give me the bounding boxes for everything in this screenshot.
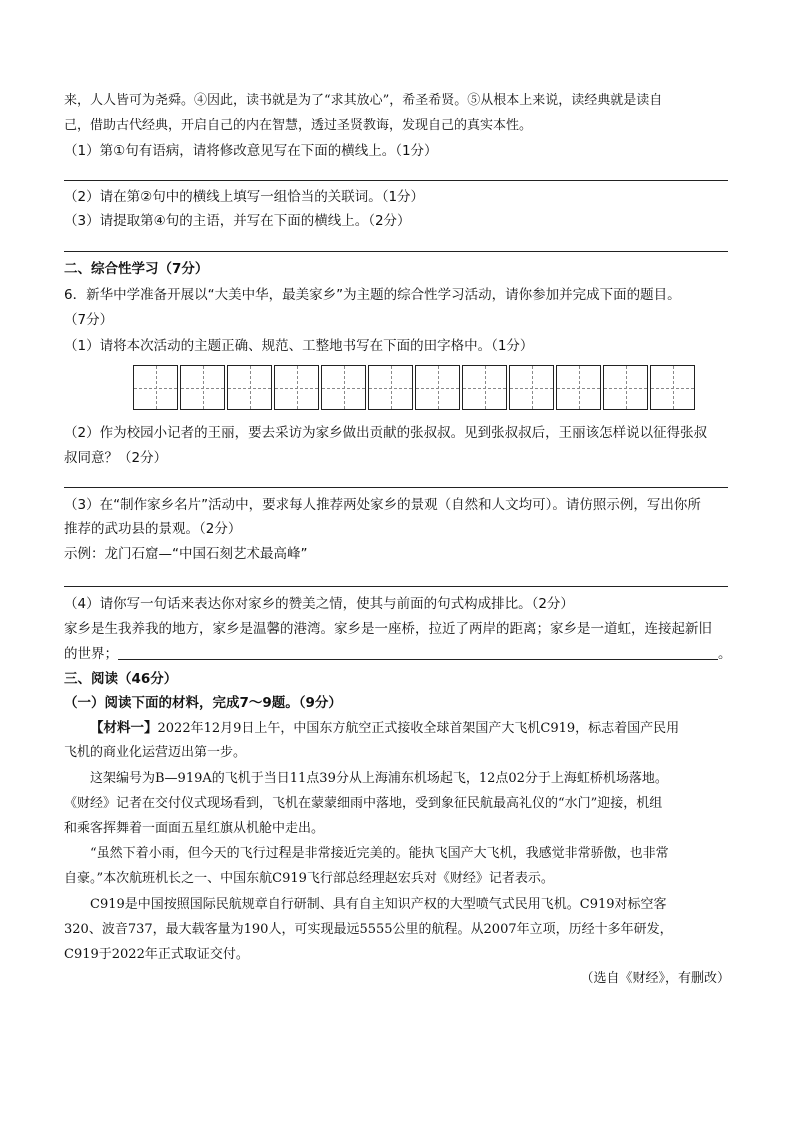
question-6-3-cont: 推荐的武功县的景观。（2分） [64, 521, 242, 537]
grid-cell[interactable] [556, 365, 601, 410]
grid-cell[interactable] [415, 365, 460, 410]
fill-blank[interactable] [118, 645, 718, 660]
grid-cell[interactable] [509, 365, 554, 410]
question-6-4-sentence: 家乡是生我养我的地方，家乡是温馨的港湾。家乡是一座桥，拉近了两岸的距离；家乡是一道虹，连接起新旧 [64, 621, 712, 637]
grid-cell[interactable] [603, 365, 648, 410]
grid-cell[interactable] [321, 365, 366, 410]
question-5-1: （1）第①句有语病，请将修改意见写在下面的横线上。（1分） [64, 143, 438, 159]
grid-cell[interactable] [274, 365, 319, 410]
grid-cell[interactable] [368, 365, 413, 410]
question-6-3: （3）在“制作家乡名片”活动中，要求每人推荐两处家乡的景观（自然和人文均可）。请仿照示例，写出你所 [64, 497, 701, 513]
grid-cell[interactable] [180, 365, 225, 410]
material-1-tag: 【材料一】 [90, 720, 158, 736]
question-6-1: （1）请将本次活动的主题正确、规范、工整地书写在下面的田字格中。（1分） [64, 338, 534, 354]
question-5-3: （3）请提取第④句的主语，并写在下面的横线上。（2分） [64, 213, 411, 229]
material-1-line: 这架编号为B—919A的飞机于当日11点39分从上海浦东机场起飞，12点02分于上海虹桥机场落地。 [90, 771, 668, 786]
question-6-4: （4）请你写一句话来表达你对家乡的赞美之情，使其与前面的句式构成排比。（2分） [64, 596, 574, 612]
section-3-heading: 三、阅读（46分） [64, 671, 178, 687]
question-6-3-example: 示例：龙门石窟—“中国石刻艺术最高峰” [64, 546, 308, 562]
material-1-line: “虽然下着小雨，但今天的飞行过程是非常接近完美的。能执飞国产大飞机，我感觉非常骄傲，也非常 [90, 846, 669, 861]
answer-line[interactable] [64, 180, 728, 181]
tianzige-grid [133, 365, 695, 410]
grid-cell[interactable] [133, 365, 178, 410]
section-2-heading: 二、综合性学习（7分） [64, 261, 209, 277]
passage-line: 己，借助古代经典，开启自己的内在智慧，透过圣贤教诲，发现自己的真实本性。 [64, 118, 533, 133]
material-1-line: 《财经》记者在交付仪式现场看到，飞机在蒙蒙细雨中落地，受到象征民航最高礼仪的“水门”迎接，机组 [64, 796, 663, 811]
question-6-2: （2）作为校园小记者的王丽，要去采访为家乡做出贡献的张叔叔。见到张叔叔后，王丽该怎样说以征得张叔 [64, 425, 708, 441]
material-1-line: 【材料一】2022年12月9日上午，中国东方航空正式接收全球首架国产大飞机C919，标志着国产民用 [90, 720, 680, 736]
material-1-line: C919于2022年正式取证交付。 [64, 947, 249, 962]
material-1-line: 自豪。”本次航班机长之一、中国东航C919飞行部总经理赵宏兵对《财经》记者表示。 [64, 871, 554, 886]
answer-line[interactable] [64, 251, 728, 252]
passage-line: 来，人人皆可为尧舜。④因此，读书就是为了“求其放心”，希圣希贤。⑤从根本上来说，读经典就是读自 [64, 93, 663, 108]
question-6-2-cont: 叔同意？（2分） [64, 450, 168, 466]
material-1-line: C919是中国按照国际民航规章自行研制、具有自主知识产权的大型喷气式民用飞机。C919对标空客 [90, 897, 667, 912]
material-1-line: 320、波音737，最大载客量为190人，可实现最远5555公里的航程。从2007年立项，历经十多年研发， [64, 922, 673, 937]
question-6-score: （7分） [64, 312, 114, 328]
answer-line[interactable] [64, 586, 728, 587]
subsection-1-heading: （一）阅读下面的材料，完成7～9题。（9分） [64, 695, 342, 711]
grid-cell[interactable] [227, 365, 272, 410]
question-5-2: （2）请在第②句中的横线上填写一组恰当的关联词。（1分） [64, 189, 425, 205]
answer-line[interactable] [64, 487, 728, 488]
fill-prefix: 的世界； [64, 646, 118, 662]
material-1-line: 飞机的商业化运营迈出第一步。 [64, 745, 247, 760]
fill-suffix: 。 [718, 646, 732, 662]
grid-cell[interactable] [462, 365, 507, 410]
question-6-stem: 6．新华中学准备开展以“大美中华，最美家乡”为主题的综合性学习活动，请你参加并完成下面的题目。 [64, 287, 681, 303]
question-6-4-fill [64, 645, 730, 663]
grid-cell[interactable] [650, 365, 695, 410]
source-citation: （选自《财经》，有删改） [580, 971, 730, 986]
material-1-line: 和乘客挥舞着一面面五星红旗从机舱中走出。 [64, 821, 325, 836]
